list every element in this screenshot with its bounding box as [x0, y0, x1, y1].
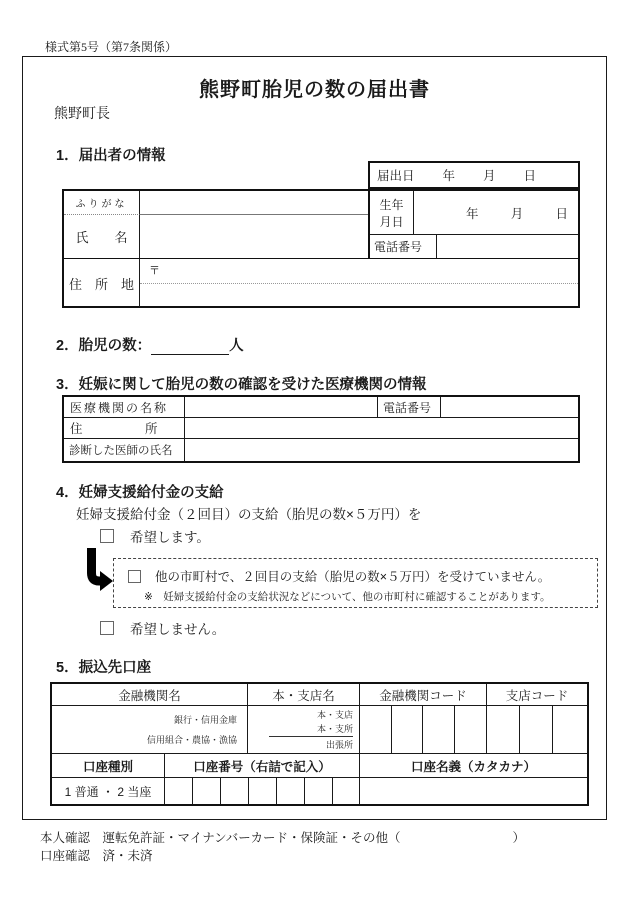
medical-phone-field[interactable] — [441, 397, 578, 418]
branch-name-header: 本・支店名 — [248, 684, 360, 706]
name-label: 氏 名 — [64, 215, 140, 258]
medical-org-field[interactable] — [185, 397, 378, 418]
bank-type-line1: 銀行・信用金庫 — [173, 715, 237, 725]
medical-org-label: 医療機関の名称 — [64, 397, 185, 418]
section5-heading: 5．振込先口座 — [56, 660, 152, 676]
account-number-cell[interactable] — [333, 778, 360, 804]
branch-code-cell[interactable] — [487, 706, 520, 754]
arrow-down-right-icon — [86, 548, 113, 592]
bank-name-field[interactable] — [52, 706, 248, 754]
account-check-line: 口座確認 済・未済 — [40, 849, 153, 863]
postal-mark: 〒 — [149, 265, 160, 277]
section1-heading: 1．届出者の情報 — [56, 148, 166, 164]
account-number-cell[interactable] — [221, 778, 249, 804]
name-field[interactable] — [140, 215, 368, 258]
account-name-field[interactable] — [360, 778, 587, 804]
section4-heading: 4．妊婦支援給付金の支給 — [56, 485, 224, 501]
branch-code-header: 支店コード — [487, 684, 587, 706]
address-divider — [140, 283, 578, 284]
bank-code-cell[interactable] — [455, 706, 487, 754]
medical-address-label: 住 所 — [64, 418, 185, 439]
report-date-year-unit: 年 — [442, 169, 456, 183]
fetus-count-label: 2．胎児の数： — [56, 338, 152, 354]
phone-field[interactable] — [437, 235, 578, 258]
account-number-cell[interactable] — [305, 778, 333, 804]
option-no-checkbox[interactable] — [100, 621, 114, 635]
identity-check-close: ） — [512, 831, 526, 845]
option-no-row — [100, 618, 225, 638]
option-yes-checkbox[interactable] — [100, 529, 114, 543]
form-title: 熊野町胎児の数の届出書 — [199, 79, 430, 101]
branch-code-cell[interactable] — [553, 706, 587, 754]
confirmation-label: 他の市町村で、２回目の支給（胎児の数×５万円）を受けていません。 — [155, 570, 551, 584]
addressee: 熊野町長 — [54, 105, 110, 121]
report-date-label: 届出日 — [377, 169, 415, 183]
branch-name-field[interactable] — [248, 706, 360, 754]
branch-code-cell[interactable] — [520, 706, 553, 754]
bank-code-cell[interactable] — [423, 706, 455, 754]
address-label: 住 所 地 — [64, 259, 140, 307]
fetus-count-unit: 人 — [229, 338, 244, 354]
account-name-header: 口座名義（カタカナ） — [360, 754, 587, 778]
phone-label: 電話番号 — [370, 235, 437, 258]
bank-type-line2: 信用組合・農協・漁協 — [146, 735, 237, 745]
section2-heading — [56, 334, 244, 355]
account-type-field[interactable]: 1 普通 ・ 2 当座 — [52, 778, 165, 804]
branch-type-divider — [269, 736, 353, 737]
birth-phone-block — [368, 191, 578, 258]
furigana-field[interactable] — [140, 191, 368, 215]
confirmation-row — [114, 559, 597, 585]
identity-check-text: 本人確認 運転免許証・マイナンバーカード・保険証・その他（ — [40, 831, 401, 845]
confirmation-box — [113, 558, 598, 608]
account-number-cell[interactable] — [193, 778, 221, 804]
option-yes-row — [100, 526, 210, 546]
birth-month-unit: 月 — [510, 206, 524, 221]
birth-date-field[interactable] — [414, 191, 578, 235]
account-number-header: 口座番号（右詰で記入） — [165, 754, 360, 778]
report-date-day-unit: 日 — [523, 169, 537, 183]
section4-intro: 妊婦支援給付金（２回目）の支給（胎児の数×５万円）を — [76, 507, 422, 522]
medical-phone-label: 電話番号 — [378, 397, 441, 418]
birth-label-line2: 月日 — [379, 214, 404, 229]
medical-address-field[interactable] — [185, 418, 578, 439]
confirmation-note: ※ 妊婦支援給付金の支給状況などについて、他の市町村に確認することがあります。 — [144, 591, 551, 603]
bank-name-header: 金融機関名 — [52, 684, 248, 706]
account-number-cell[interactable] — [165, 778, 193, 804]
bank-code-header: 金融機関コード — [360, 684, 487, 706]
branch-type-honshiten: 本・支店 — [316, 710, 353, 720]
account-number-cell[interactable] — [249, 778, 277, 804]
address-row — [64, 258, 578, 306]
bank-table — [50, 682, 589, 806]
section3-heading: 3．妊娠に関して胎児の数の確認を受けた医療機関の情報 — [56, 377, 427, 393]
option-no-label: 希望しません。 — [130, 622, 226, 637]
report-date-month-unit: 月 — [483, 169, 496, 183]
birth-date-label — [370, 191, 414, 235]
birth-label-line1: 生年 — [379, 197, 404, 212]
applicant-table — [62, 189, 580, 308]
identity-check-line — [40, 828, 525, 846]
address-field[interactable] — [140, 259, 578, 307]
account-type-header: 口座種別 — [52, 754, 165, 778]
branch-type-shutchojo: 出張所 — [325, 740, 353, 750]
doctor-name-field[interactable] — [185, 439, 578, 461]
birth-day-unit: 日 — [555, 206, 568, 221]
bank-code-cell[interactable] — [392, 706, 423, 754]
confirmation-checkbox[interactable] — [128, 570, 141, 583]
furigana-label: ふりがな — [64, 191, 140, 215]
bank-code-cell[interactable] — [360, 706, 392, 754]
option-yes-label: 希望します。 — [130, 530, 210, 545]
report-date-box — [368, 161, 580, 189]
account-number-cell[interactable] — [277, 778, 305, 804]
form-code: 様式第5号（第7条関係） — [45, 40, 178, 54]
fetus-count-field[interactable] — [151, 340, 229, 355]
medical-table — [62, 395, 580, 463]
doctor-name-label: 診断した医師の氏名 — [64, 439, 185, 461]
branch-type-honshisho: 本・支所 — [316, 724, 353, 734]
birth-year-unit: 年 — [466, 206, 479, 221]
